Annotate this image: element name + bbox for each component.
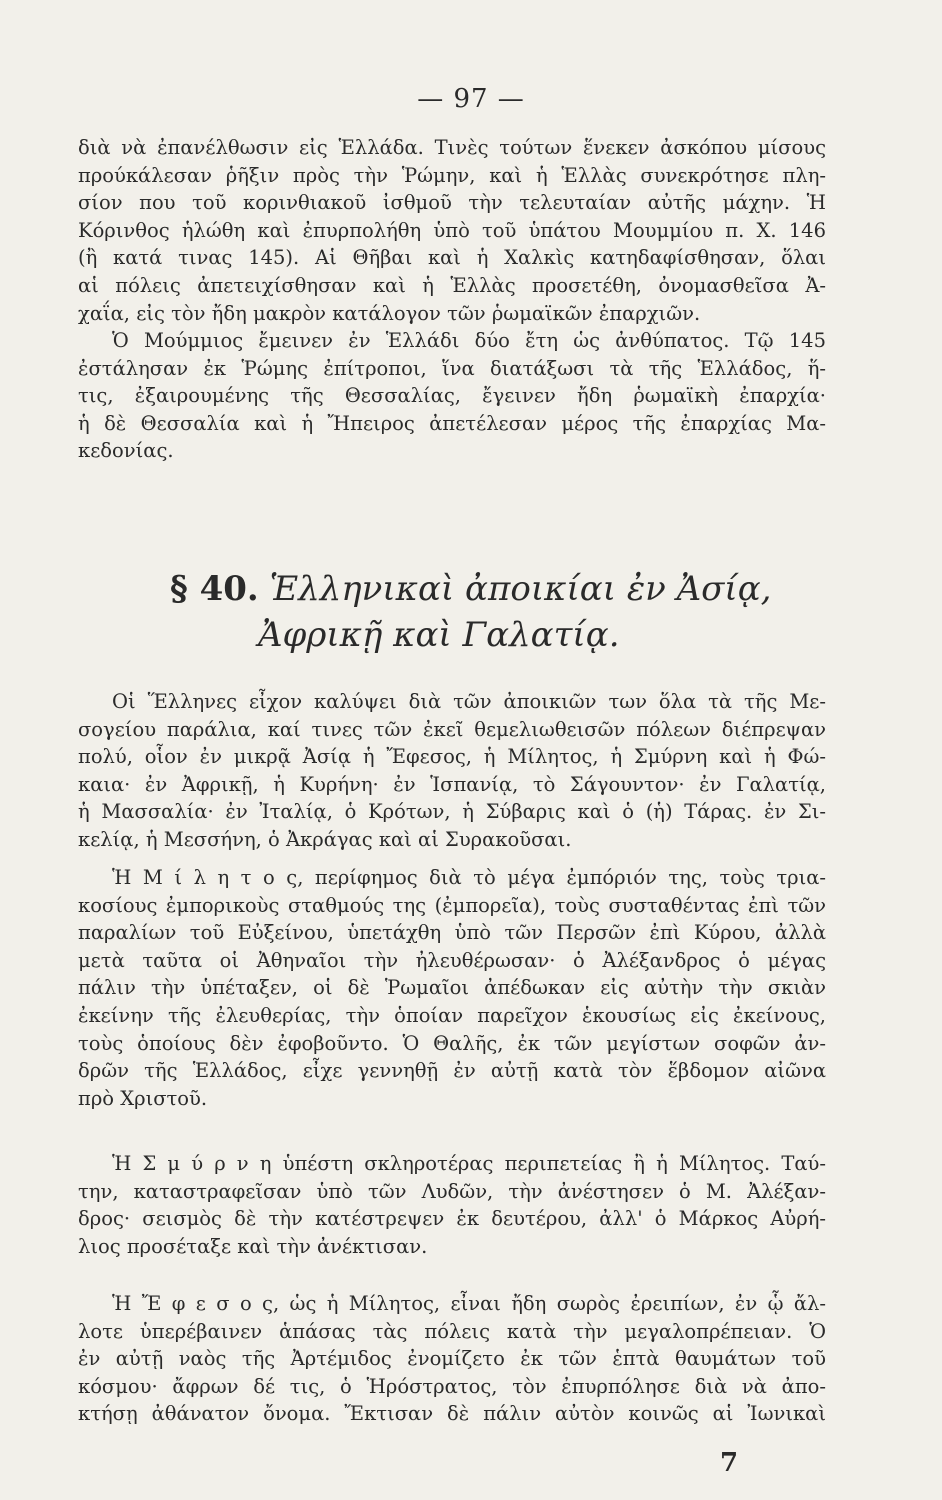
text-line: διὰ νὰ ἐπανέλθωσιν εἰς Ἑλλάδα. Τινὲς τούτων ἕνεκεν ἀσκόπου μίσους <box>78 136 826 159</box>
text-line: Ἡ Σ μ ύ ρ ν η ὑπέστη σκληροτέρας περιπετείας ἢ ἡ Μίλητος. Ταύ- <box>112 1152 826 1175</box>
text-line: χαΐα, εἰς τὸν ἤδη μακρὸν κατάλογον τῶν ῥωμαϊκῶν ἐπαρχιῶν. <box>78 301 701 325</box>
text-line: πολύ, οἷον ἐν μικρᾷ Ἀσίᾳ ἡ Ἔφεσος, ἡ Μίλητος, ἡ Σμύρνη καὶ ἡ Φώ- <box>78 745 826 769</box>
text-line: δρῶν τῆς Ἑλλάδος, εἶχε γεννηθῇ ἐν αὐτῇ κατὰ τὸν ἕβδομον αἰῶνα <box>78 1059 826 1083</box>
text-line: δρος· σεισμὸς δὲ τὴν κατέστρεψεν ἐκ δευτέρου, ἀλλ' ὁ Μάρκος Αὐρή- <box>78 1207 826 1231</box>
text-line: τοὺς ὁποίους δὲν ἐφοβοῦντο. Ὁ Θαλῆς, ἐκ τῶν μεγίστων σοφῶν ἀν- <box>78 1031 826 1055</box>
text-line: Οἱ Ἕλληνες εἶχον καλύψει διὰ τῶν ἀποικιῶν των ὅλα τὰ τῆς Με- <box>112 690 826 713</box>
signature-mark: 7 <box>720 1448 739 1478</box>
paragraph-top <box>78 134 826 327</box>
text-line: πάλιν τὴν ὑπέταξεν, οἱ δὲ Ῥωμαῖοι ἀπέδωκαν εἰς αὐτὴν τὴν σκιὰν <box>78 976 826 1000</box>
text-line: ἐν αὐτῇ ναὸς τῆς Ἀρτέμιδος ἐνομίζετο ἐκ τῶν ἑπτὰ θαυμάτων τοῦ <box>78 1347 826 1371</box>
paragraph-mummius <box>78 327 826 465</box>
text-line: μετὰ ταῦτα οἱ Ἀθηναῖοι τὴν ἠλευθέρωσαν· ὁ Ἀλέξανδρος ὁ μέγας <box>78 948 826 972</box>
section-title-part-1: Ἑλληνικαὶ ἀποικίαι ἐν Ἀσίᾳ, <box>269 569 772 609</box>
text-line: παραλίων τοῦ Εὐξείνου, ὑπετάχθη ὑπὸ τῶν Περσῶν ἐπὶ Κύρου, ἀλλὰ <box>78 921 826 945</box>
text-line: Κόρινθος ἡλώθη καὶ ἐπυρπολήθη ὑπὸ τοῦ ὑπάτου Μουμμίου π. Χ. 146 <box>78 218 826 242</box>
text-line: (ἢ κατά τινας 145). Αἱ Θῆβαι καὶ ἡ Χαλκὶς κατηδαφίσθησαν, ὅλαι <box>78 246 826 270</box>
text-line: καια· ἐν Ἀφρικῇ, ἡ Κυρήνη· ἐν Ἱσπανίᾳ, τὸ Σάγουντον· ἐν Γαλατίᾳ, <box>78 772 826 796</box>
text-line: Ὁ Μούμμιος ἔμεινεν ἐν Ἑλλάδι δύο ἔτη ὡς ἀνθύπατος. Τῷ 145 <box>112 329 826 352</box>
text-line: σίον που τοῦ κορινθιακοῦ ἰσθμοῦ τὴν τελευταίαν αὐτῆς μάχην. Ἡ <box>78 191 826 215</box>
text-line: κεδονίας. <box>78 439 174 463</box>
text-line: σογείου παράλια, καί τινες τῶν ἐκεῖ θεμελιωθεισῶν πόλεων διέπρεψαν <box>78 717 826 741</box>
text-line: Ἡ Μ ί λ η τ ο ς, περίφημος διὰ τὸ μέγα ἐμπόριόν της, τοὺς τρια- <box>112 866 826 889</box>
text-line: πρὸ Χριστοῦ. <box>78 1086 208 1110</box>
text-line: λοτε ὑπερέβαινεν ἁπάσας τὰς πόλεις κατὰ τὴν μεγαλοπρέπειαν. Ὁ <box>78 1319 826 1343</box>
section-title-part-2: Ἀφρικῇ καὶ Γαλατίᾳ. <box>258 615 620 655</box>
section-heading-line-1 <box>170 566 810 612</box>
page-number: — 97 — <box>417 84 525 114</box>
text-line: αἱ πόλεις ἀπετειχίσθησαν καὶ ἡ Ἑλλὰς προσετέθη, ὀνομασθεῖσα Ἀ- <box>78 273 826 297</box>
text-line: ἡ δὲ Θεσσαλία καὶ ἡ Ἤπειρος ἀπετέλεσαν μέρος τῆς ἐπαρχίας Μα- <box>78 411 826 435</box>
text-line: τις, ἐξαιρουμένης τῆς Θεσσαλίας, ἔγεινεν ἤδη ῥωμαϊκὴ ἐπαρχία· <box>78 384 826 408</box>
text-line: Ἡ Ἔ φ ε σ ο ς, ὡς ἡ Μίλητος, εἶναι ἤδη σωρὸς ἐρειπίων, ἐν ᾧ ἄλ- <box>112 1292 826 1315</box>
section-number: § 40. <box>170 569 259 609</box>
text-line: κτήσῃ ἀθάνατον ὄνομα. Ἔκτισαν δὲ πάλιν αὐτὸν κοινῶς αἱ Ἰωνικαὶ <box>78 1402 826 1426</box>
text-line: κοσίους ἐμπορικοὺς σταθμούς της (ἐμπορεῖα), τοὺς συσταθέντας ἐπὶ τῶν <box>78 893 826 917</box>
paragraph-ephesus <box>78 1290 826 1428</box>
text-line: ἐκείνην τῆς ἐλευθερίας, τὴν ὁποίαν παρεῖχον ἑκουσίως εἰς ἐκείνους, <box>78 1003 826 1027</box>
text-line: κόσμου· ἄφρων δέ τις, ὁ Ἡρόστρατος, τὸν ἐπυρπόλησε διὰ νὰ ἀπο- <box>78 1374 826 1398</box>
paragraph-smyrna <box>78 1150 826 1260</box>
paragraph-colonies <box>78 688 826 854</box>
section-heading <box>170 566 810 658</box>
text-line: προύκάλεσαν ῥῆξιν πρὸς τὴν Ῥώμην, καὶ ἡ Ἑλλὰς συνεκρότησε πλη- <box>78 163 826 187</box>
text-line: ἐστάλησαν ἐκ Ῥώμης ἐπίτροποι, ἵνα διατάξωσι τὰ τῆς Ἑλλάδος, ἥ- <box>78 356 826 380</box>
text-line: ἡ Μασσαλία· ἐν Ἰταλίᾳ, ὁ Κρότων, ἡ Σύβαρις καὶ ὁ (ἡ) Τάρας. ἐν Σι- <box>78 800 826 824</box>
paragraph-miletus <box>78 864 826 1112</box>
text-line: την, καταστραφεῖσαν ὑπὸ τῶν Λυδῶν, τὴν ἀνέστησεν ὁ Μ. Ἀλέξαν- <box>78 1179 826 1203</box>
text-line: κελίᾳ, ἡ Μεσσήνη, ὁ Ἀκράγας καὶ αἱ Συρακοῦσαι. <box>78 827 572 851</box>
text-line: λιος προσέταξε καὶ τὴν ἀνέκτισαν. <box>78 1234 428 1258</box>
